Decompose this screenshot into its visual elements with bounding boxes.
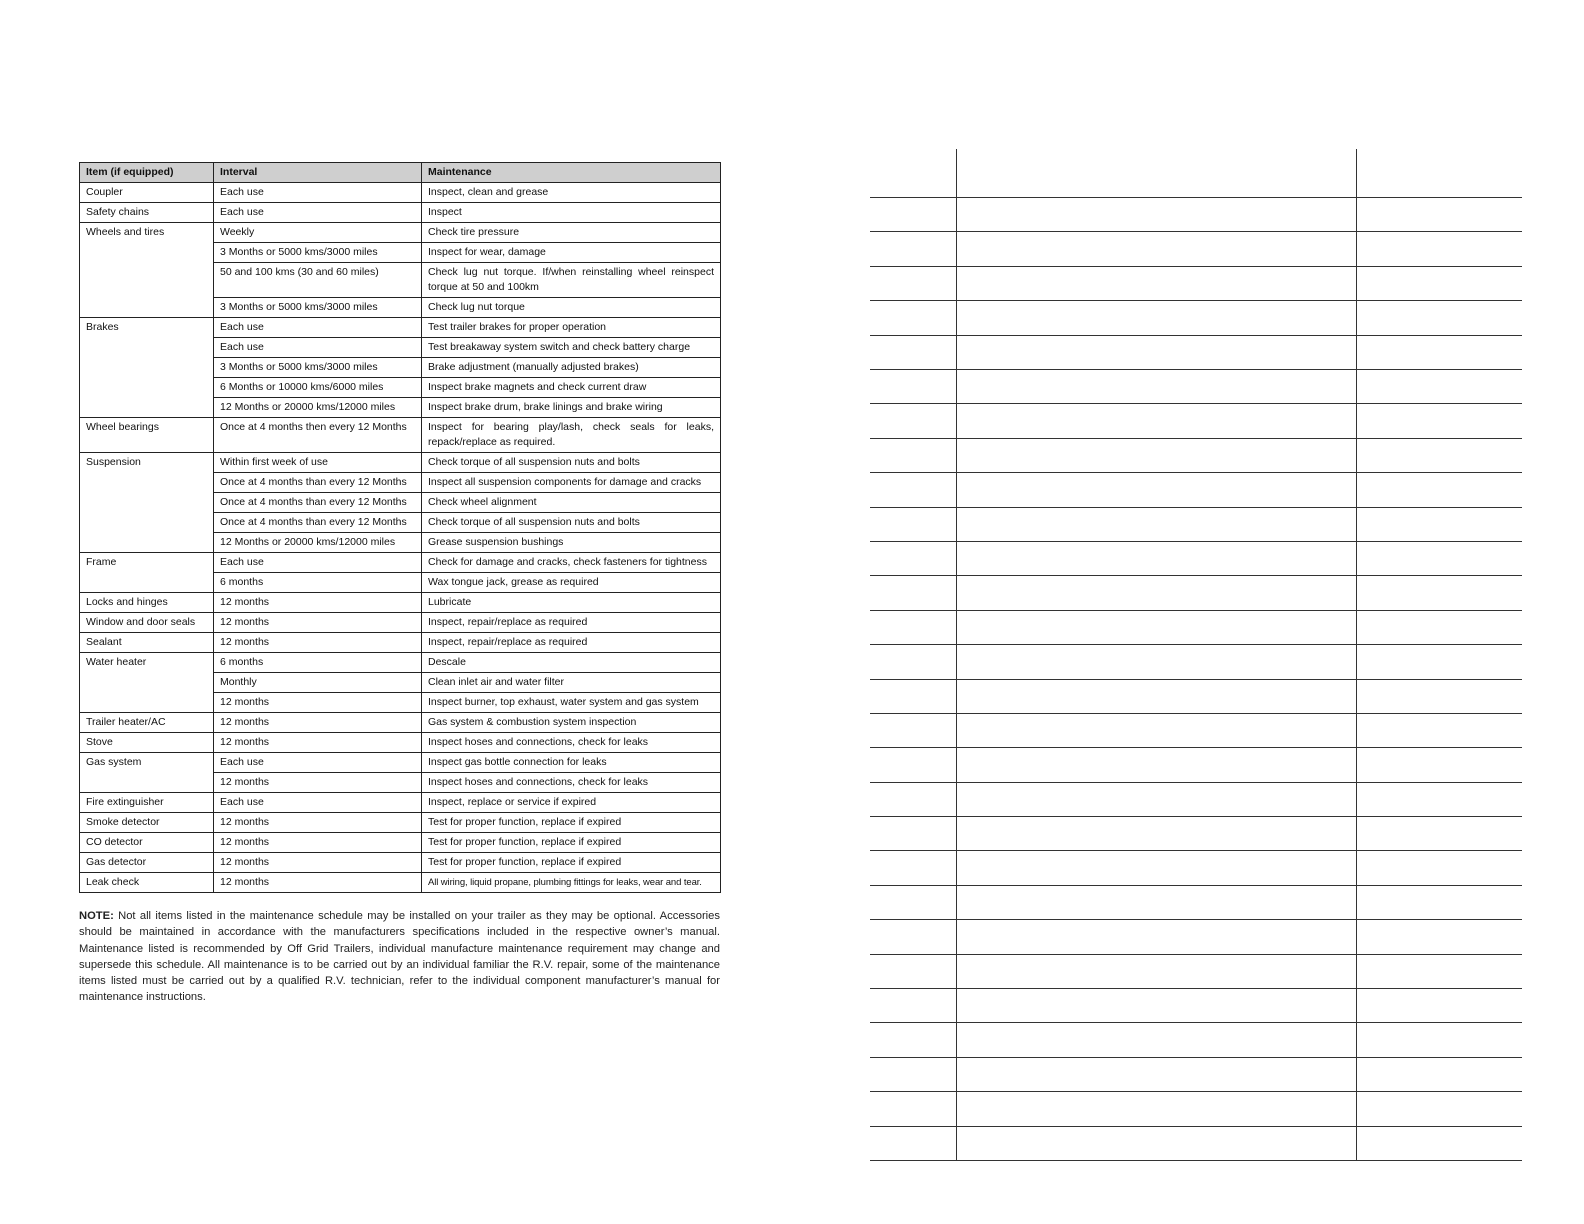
cell-item: Leak check: [80, 873, 214, 893]
cell-maintenance: Inspect: [422, 203, 721, 223]
table-row: [80, 318, 721, 338]
cell-item: [80, 513, 214, 533]
table-row: [80, 573, 721, 593]
table-row: [80, 593, 721, 613]
table-row: [80, 713, 721, 733]
cell-item: Frame: [80, 553, 214, 573]
cell-item: [80, 693, 214, 713]
table-header-row: [80, 163, 721, 183]
cell-maintenance: Test trailer brakes for proper operation: [422, 318, 721, 338]
table-row: [80, 453, 721, 473]
cell-item: [80, 473, 214, 493]
table-row: [80, 223, 721, 243]
table-row: [80, 203, 721, 223]
table-row: [80, 773, 721, 793]
cell-maintenance: Gas system & combustion system inspection: [422, 713, 721, 733]
cell-item: [80, 573, 214, 593]
cell-item: Locks and hinges: [80, 593, 214, 613]
header-item: Item (if equipped): [80, 163, 214, 183]
cell-maintenance: Inspect burner, top exhaust, water system and gas system: [422, 693, 721, 713]
cell-maintenance: Inspect, repair/replace as required: [422, 613, 721, 633]
table-row: [80, 873, 721, 893]
cell-maintenance: Grease suspension bushings: [422, 533, 721, 553]
cell-interval: Each use: [214, 203, 422, 223]
cell-interval: 12 months: [214, 773, 422, 793]
cell-maintenance: Check torque of all suspension nuts and bolts: [422, 453, 721, 473]
cell-item: Wheels and tires: [80, 223, 214, 243]
cell-interval: 50 and 100 kms (30 and 60 miles): [214, 263, 422, 298]
table-row: [80, 733, 721, 753]
cell-interval: 12 months: [214, 853, 422, 873]
header-maintenance: Maintenance: [422, 163, 721, 183]
maintenance-note: [79, 908, 720, 1006]
note-label: NOTE:: [79, 910, 114, 922]
cell-item: Window and door seals: [80, 613, 214, 633]
table-row: [80, 493, 721, 513]
table-row: [80, 473, 721, 493]
cell-maintenance: Check wheel alignment: [422, 493, 721, 513]
table-row: [80, 633, 721, 653]
cell-item: Coupler: [80, 183, 214, 203]
cell-item: Gas system: [80, 753, 214, 773]
cell-interval: Each use: [214, 793, 422, 813]
cell-maintenance: Lubricate: [422, 593, 721, 613]
cell-item: Suspension: [80, 453, 214, 473]
table-row: [80, 853, 721, 873]
cell-interval: Each use: [214, 183, 422, 203]
cell-maintenance: Inspect, repair/replace as required: [422, 633, 721, 653]
cell-interval: 12 months: [214, 633, 422, 653]
cell-item: [80, 673, 214, 693]
table-row: [80, 813, 721, 833]
cell-interval: Once at 4 months then every 12 Months: [214, 418, 422, 453]
cell-interval: 6 months: [214, 653, 422, 673]
cell-item: Fire extinguisher: [80, 793, 214, 813]
table-body: [80, 183, 721, 893]
cell-maintenance: Test breakaway system switch and check battery charge: [422, 338, 721, 358]
maintenance-schedule-table: [79, 162, 721, 893]
cell-item: [80, 398, 214, 418]
cell-item: Stove: [80, 733, 214, 753]
cell-interval: 12 months: [214, 813, 422, 833]
cell-item: Safety chains: [80, 203, 214, 223]
cell-item: [80, 263, 214, 298]
maintenance-log-grid: [870, 149, 1522, 1161]
cell-interval: 6 months: [214, 573, 422, 593]
table-row: [80, 378, 721, 398]
cell-maintenance: Descale: [422, 653, 721, 673]
cell-item: Sealant: [80, 633, 214, 653]
cell-maintenance: Inspect brake drum, brake linings and brake wiring: [422, 398, 721, 418]
cell-interval: 12 months: [214, 713, 422, 733]
cell-maintenance: Check torque of all suspension nuts and bolts: [422, 513, 721, 533]
cell-item: [80, 378, 214, 398]
cell-interval: 3 Months or 5000 kms/3000 miles: [214, 243, 422, 263]
cell-item: Brakes: [80, 318, 214, 338]
table-row: [80, 753, 721, 773]
header-interval: Interval: [214, 163, 422, 183]
table-row: [80, 243, 721, 263]
cell-interval: Within first week of use: [214, 453, 422, 473]
table-row: [80, 553, 721, 573]
cell-interval: Each use: [214, 338, 422, 358]
cell-maintenance: Inspect brake magnets and check current draw: [422, 378, 721, 398]
table-row: [80, 833, 721, 853]
cell-maintenance: Test for proper function, replace if expired: [422, 833, 721, 853]
cell-item: [80, 358, 214, 378]
cell-interval: 3 Months or 5000 kms/3000 miles: [214, 358, 422, 378]
table-row: [80, 298, 721, 318]
cell-item: [80, 243, 214, 263]
cell-maintenance: Check tire pressure: [422, 223, 721, 243]
cell-interval: 6 Months or 10000 kms/6000 miles: [214, 378, 422, 398]
cell-interval: 12 months: [214, 593, 422, 613]
cell-interval: 3 Months or 5000 kms/3000 miles: [214, 298, 422, 318]
table-row: [80, 613, 721, 633]
cell-item: [80, 533, 214, 553]
cell-maintenance: Inspect, replace or service if expired: [422, 793, 721, 813]
cell-maintenance: Inspect hoses and connections, check for leaks: [422, 733, 721, 753]
cell-maintenance: Inspect, clean and grease: [422, 183, 721, 203]
cell-maintenance: All wiring, liquid propane, plumbing fittings for leaks, wear and tear.: [422, 873, 721, 893]
cell-interval: Monthly: [214, 673, 422, 693]
cell-item: CO detector: [80, 833, 214, 853]
table-row: [80, 358, 721, 378]
cell-interval: Once at 4 months than every 12 Months: [214, 493, 422, 513]
cell-maintenance: Wax tongue jack, grease as required: [422, 573, 721, 593]
table-row: [80, 673, 721, 693]
cell-maintenance: Inspect for bearing play/lash, check seals for leaks, repack/replace as required.: [422, 418, 721, 453]
cell-maintenance: Test for proper function, replace if expired: [422, 853, 721, 873]
cell-item: [80, 338, 214, 358]
note-text: Not all items listed in the maintenance schedule may be installed on your trailer as they may be optional. Accessories should be maintained in accordance with the manufacturers specifications included in the respective owner’s manual. Maintenance listed is recommended by Off Grid Trailers, individual manufacture maintenance requirement may change and supersede this schedule. All maintenance is to be carried out by an individual familiar the R.V. repair, some of the maintenance items listed must be carried out by a qualified R.V. technician, refer to the individual component manufacturer’s manual for maintenance instructions.: [79, 910, 720, 1004]
cell-item: [80, 298, 214, 318]
cell-item: Trailer heater/AC: [80, 713, 214, 733]
cell-interval: 12 Months or 20000 kms/12000 miles: [214, 398, 422, 418]
cell-item: Water heater: [80, 653, 214, 673]
cell-item: [80, 773, 214, 793]
cell-maintenance: Test for proper function, replace if expired: [422, 813, 721, 833]
cell-maintenance: Inspect hoses and connections, check for leaks: [422, 773, 721, 793]
cell-maintenance: Clean inlet air and water filter: [422, 673, 721, 693]
table-row: [80, 418, 721, 453]
table-row: [80, 533, 721, 553]
table-row: [80, 338, 721, 358]
cell-interval: Weekly: [214, 223, 422, 243]
cell-maintenance: Inspect all suspension components for damage and cracks: [422, 473, 721, 493]
table-row: [80, 263, 721, 298]
cell-interval: 12 months: [214, 613, 422, 633]
cell-interval: Each use: [214, 753, 422, 773]
cell-maintenance: Check for damage and cracks, check fasteners for tightness: [422, 553, 721, 573]
cell-maintenance: Inspect for wear, damage: [422, 243, 721, 263]
cell-maintenance: Inspect gas bottle connection for leaks: [422, 753, 721, 773]
cell-interval: Each use: [214, 553, 422, 573]
cell-maintenance: Check lug nut torque: [422, 298, 721, 318]
cell-maintenance: Check lug nut torque. If/when reinstalling wheel reinspect torque at 50 and 100km: [422, 263, 721, 298]
cell-interval: 12 months: [214, 733, 422, 753]
cell-maintenance: Brake adjustment (manually adjusted brakes): [422, 358, 721, 378]
table-row: [80, 398, 721, 418]
cell-interval: Each use: [214, 318, 422, 338]
cell-interval: 12 months: [214, 693, 422, 713]
table-row: [80, 513, 721, 533]
cell-interval: 12 months: [214, 873, 422, 893]
cell-interval: Once at 4 months than every 12 Months: [214, 513, 422, 533]
cell-interval: Once at 4 months than every 12 Months: [214, 473, 422, 493]
table-row: [80, 693, 721, 713]
cell-item: Wheel bearings: [80, 418, 214, 453]
cell-item: Smoke detector: [80, 813, 214, 833]
cell-item: [80, 493, 214, 513]
table-row: [80, 183, 721, 203]
cell-interval: 12 months: [214, 833, 422, 853]
table-row: [80, 793, 721, 813]
cell-item: Gas detector: [80, 853, 214, 873]
cell-interval: 12 Months or 20000 kms/12000 miles: [214, 533, 422, 553]
table-row: [80, 653, 721, 673]
